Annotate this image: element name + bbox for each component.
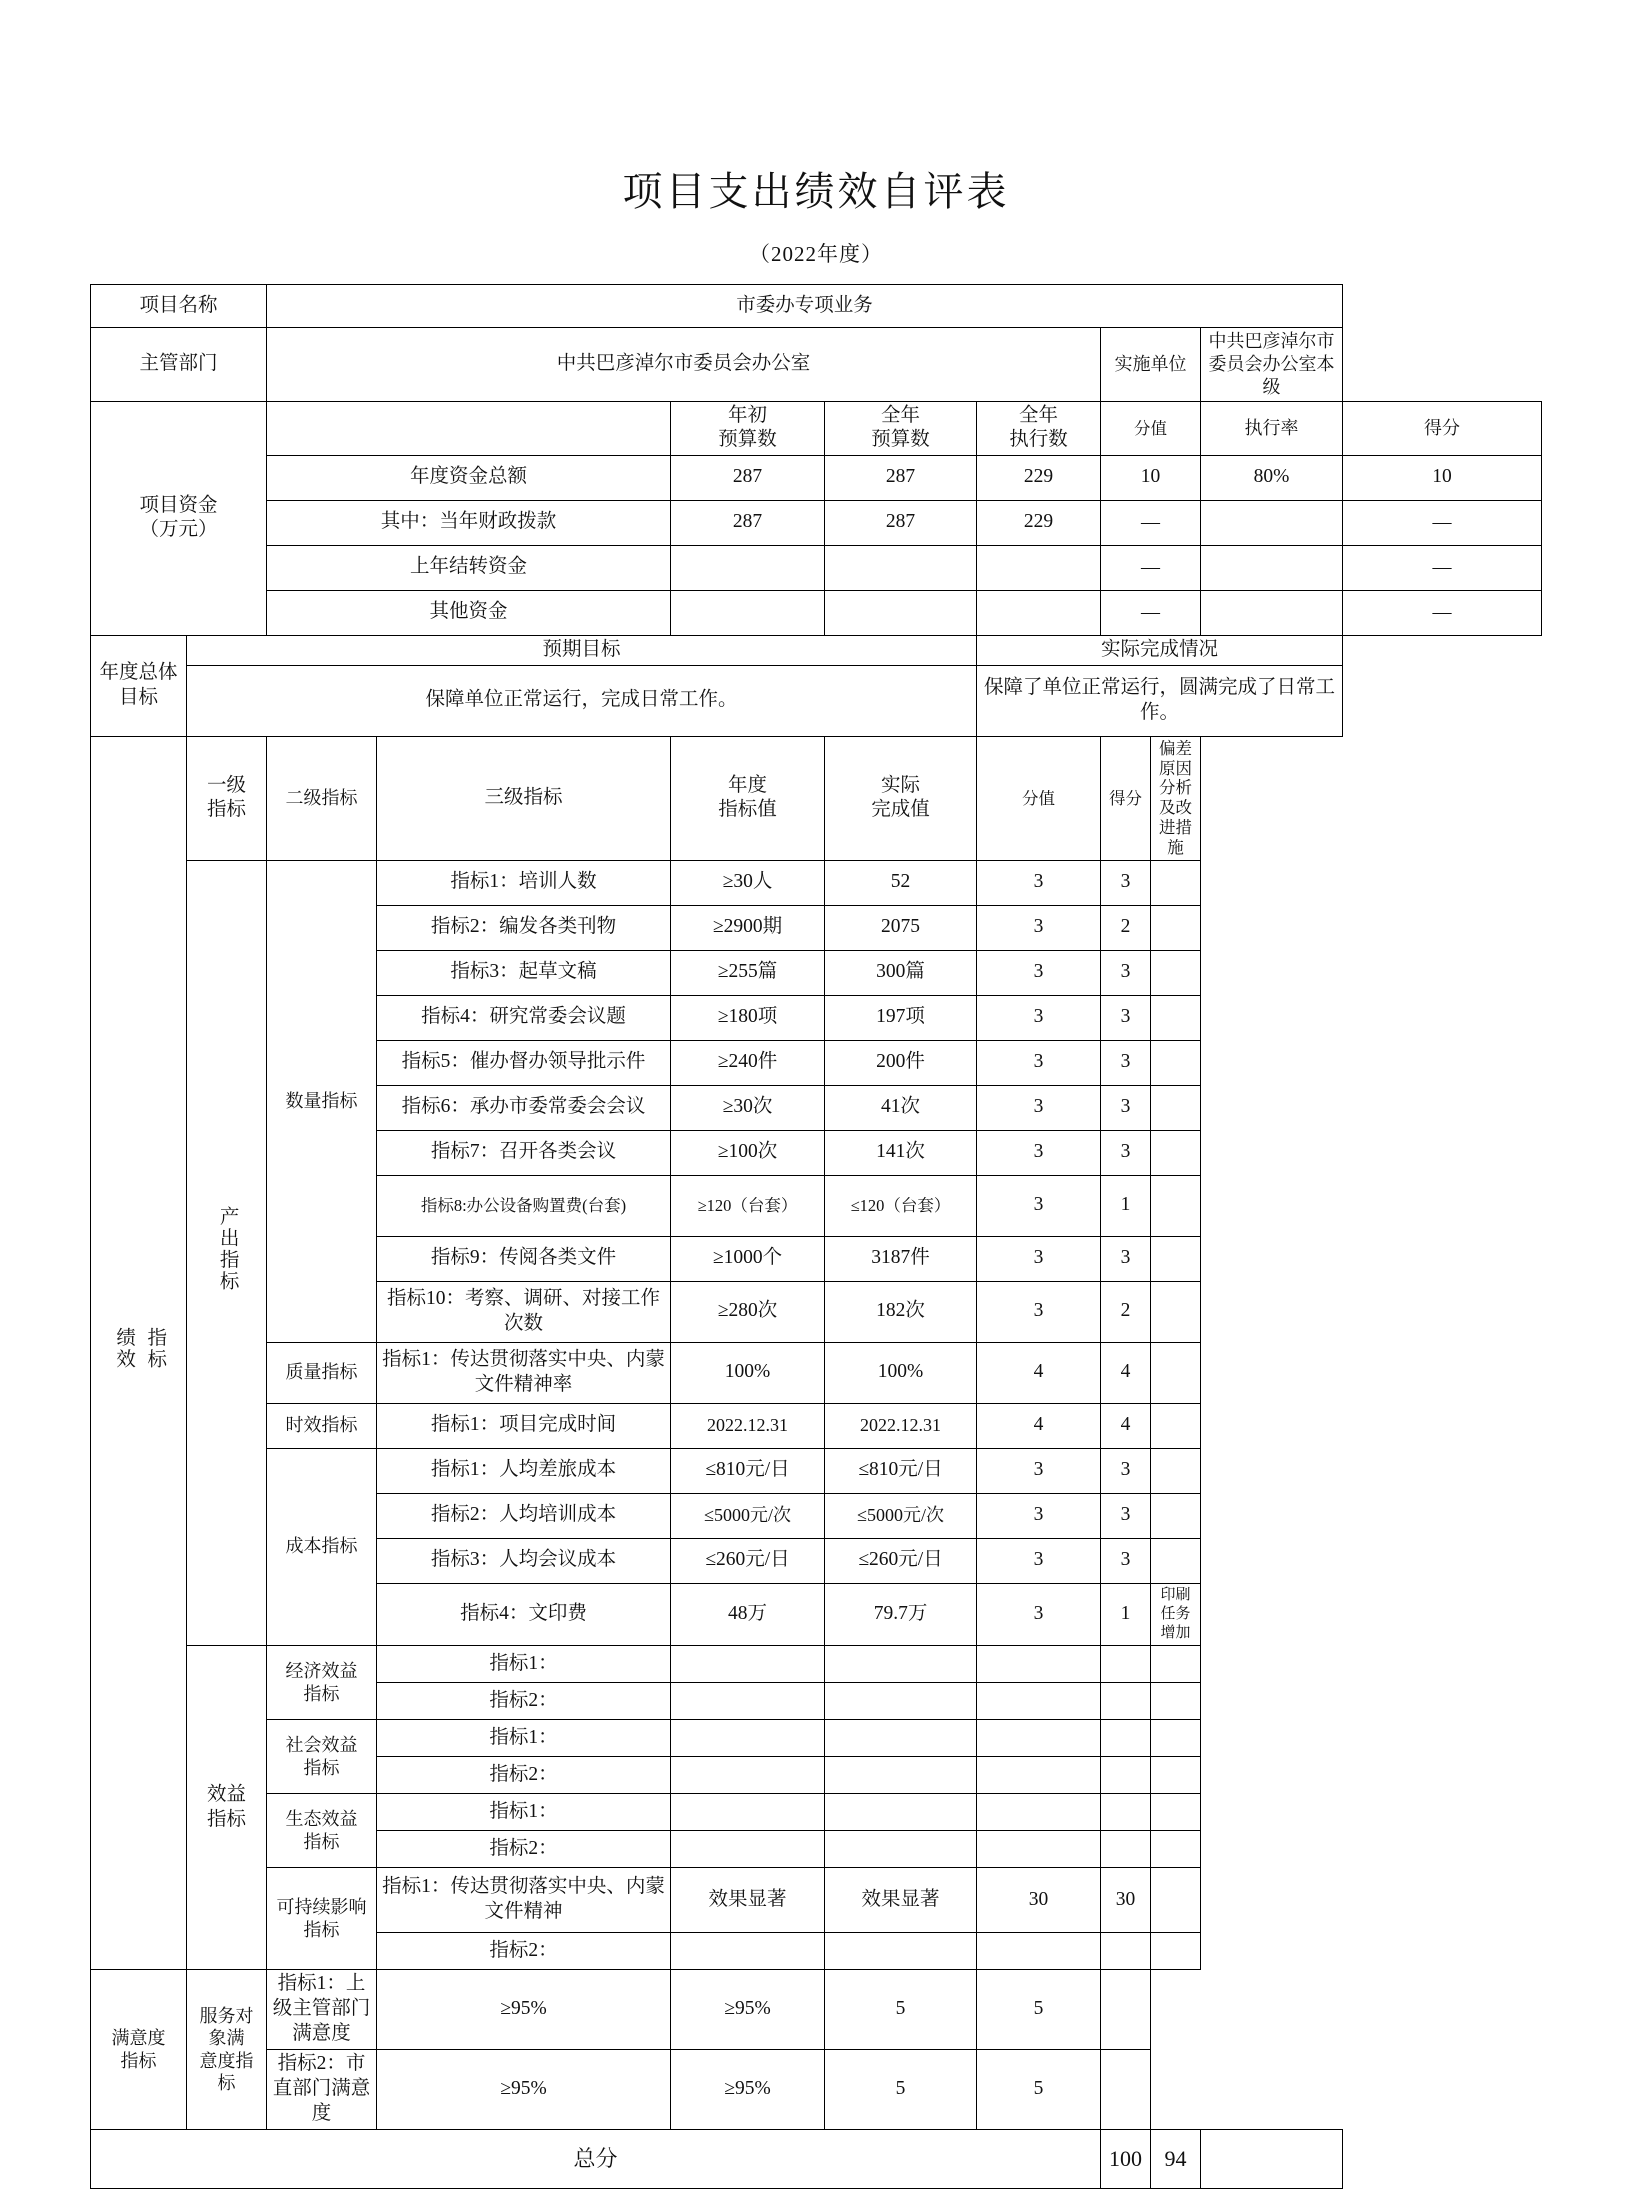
perf-deviation	[1151, 1933, 1201, 1970]
funds-begin-budget: 287	[671, 455, 825, 500]
perf-score-value: 3	[977, 1538, 1101, 1583]
perf-indicator-name: 指标2：人均培训成本	[377, 1493, 671, 1538]
funds-year-budget	[825, 590, 977, 635]
funds-score: —	[1343, 500, 1542, 545]
perf-target: ≤810元/日	[671, 1448, 825, 1493]
funds-row	[91, 500, 1542, 545]
perf-score: 1	[1101, 1583, 1151, 1646]
perf-sub-cost: 成本指标	[267, 1448, 377, 1646]
funds-col-score-value: 分值	[1101, 402, 1201, 456]
row-overall-goal-content	[91, 665, 1542, 736]
perf-indicator-name: 指标1：	[377, 1720, 671, 1757]
perf-score-value	[977, 1831, 1101, 1868]
perf-indicator-name: 指标1：传达贯彻落实中央、内蒙文件精神	[377, 1868, 671, 1933]
perf-deviation	[1151, 950, 1201, 995]
perf-target: ≥100次	[671, 1130, 825, 1175]
perf-target: ≥30人	[671, 860, 825, 905]
funds-year-budget: 287	[825, 455, 977, 500]
funds-exec-rate: 80%	[1201, 455, 1343, 500]
funds-year-budget: 287	[825, 500, 977, 545]
perf-deviation	[1151, 1130, 1201, 1175]
funds-score-value: —	[1101, 590, 1201, 635]
perf-actual: ≤5000元/次	[825, 1493, 977, 1538]
funds-label: 项目资金 （万元）	[91, 402, 267, 636]
perf-target: ≥1000个	[671, 1236, 825, 1281]
perf-target: ≤5000元/次	[671, 1493, 825, 1538]
perf-score-value: 3	[977, 1493, 1101, 1538]
perf-actual: 41次	[825, 1085, 977, 1130]
total-score: 94	[1151, 2129, 1201, 2188]
perf-indicator-name: 指标1：人均差旅成本	[377, 1448, 671, 1493]
perf-score: 3	[1101, 860, 1151, 905]
perf-score-value: 3	[977, 905, 1101, 950]
perf-actual: ≤810元/日	[825, 1448, 977, 1493]
perf-score-value: 3	[977, 1236, 1101, 1281]
funds-begin-budget	[671, 545, 825, 590]
perf-col-score: 得分	[1101, 736, 1151, 860]
perf-actual: 3187件	[825, 1236, 977, 1281]
perf-indicator-name: 指标3：人均会议成本	[377, 1538, 671, 1583]
perf-deviation	[1151, 1683, 1201, 1720]
perf-score	[1101, 1646, 1151, 1683]
perf-score-value	[977, 1794, 1101, 1831]
perf-deviation	[1151, 1236, 1201, 1281]
unit-value: 中共巴彦淖尔市委员会办公室本级	[1201, 328, 1343, 402]
perf-target	[671, 1933, 825, 1970]
perf-col-level2: 二级指标	[267, 736, 377, 860]
perf-indicator-name: 指标2：	[377, 1831, 671, 1868]
perf-score: 4	[1101, 1342, 1151, 1403]
perf-deviation	[1151, 1868, 1201, 1933]
perf-col-target: 年度 指标值	[671, 736, 825, 860]
perf-deviation	[1151, 1538, 1201, 1583]
perf-score: 4	[1101, 1403, 1151, 1448]
perf-col-deviation: 偏差原因分析及改进措施	[1151, 736, 1201, 860]
perf-deviation	[1151, 905, 1201, 950]
perf-score	[1101, 1683, 1151, 1720]
actual-result-text: 保障了单位正常运行，圆满完成了日常工作。	[977, 665, 1343, 736]
perf-col-score-value: 分值	[977, 736, 1101, 860]
perf-group-output: 产出指标	[187, 860, 267, 1646]
perf-actual	[825, 1646, 977, 1683]
perf-deviation	[1151, 1175, 1201, 1236]
perf-target: 效果显著	[671, 1868, 825, 1933]
perf-indicator-name: 指标6：承办市委常委会会议	[377, 1085, 671, 1130]
funds-exec-rate	[1201, 590, 1343, 635]
perf-actual	[825, 1933, 977, 1970]
funds-score-value: —	[1101, 500, 1201, 545]
funds-row	[91, 455, 1542, 500]
perf-actual: 182次	[825, 1281, 977, 1342]
perf-actual: 141次	[825, 1130, 977, 1175]
perf-sub-economic: 经济效益 指标	[267, 1646, 377, 1720]
funds-col-year-exec: 全年 执行数	[977, 402, 1101, 456]
perf-indicator-name: 指标2：	[377, 1683, 671, 1720]
perf-score-value: 4	[977, 1403, 1101, 1448]
perf-actual: 79.7万	[825, 1583, 977, 1646]
perf-indicator-name: 指标2：市直部门满意度	[267, 2050, 377, 2130]
perf-indicator-name: 指标4：研究常委会议题	[377, 995, 671, 1040]
perf-row	[91, 1970, 1542, 2050]
perf-deviation	[1151, 1403, 1201, 1448]
perf-score: 3	[1101, 1085, 1151, 1130]
performance-self-assessment-table	[90, 284, 1542, 2189]
perf-score	[1101, 1720, 1151, 1757]
perf-target: ≥95%	[377, 2050, 671, 2130]
perf-target: ≥240件	[671, 1040, 825, 1085]
perf-target: ≥280次	[671, 1281, 825, 1342]
perf-score-value: 3	[977, 1583, 1101, 1646]
perf-deviation	[1151, 1720, 1201, 1757]
perf-score: 5	[977, 2050, 1101, 2130]
perf-target	[671, 1720, 825, 1757]
perf-score-value: 4	[977, 1342, 1101, 1403]
perf-score: 1	[1101, 1175, 1151, 1236]
perf-deviation	[1151, 1085, 1201, 1130]
perf-score: 3	[1101, 995, 1151, 1040]
perf-deviation	[1151, 1757, 1201, 1794]
perf-deviation	[1151, 1040, 1201, 1085]
funds-row-name: 其他资金	[267, 590, 671, 635]
perf-deviation	[1101, 2050, 1151, 2130]
row-overall-goal-header	[91, 635, 1542, 665]
perf-score: 2	[1101, 905, 1151, 950]
perf-indicator-name: 指标1：	[377, 1794, 671, 1831]
actual-result-header: 实际完成情况	[977, 635, 1343, 665]
funds-year-exec	[977, 545, 1101, 590]
page-title: 项目支出绩效自评表	[622, 169, 1010, 214]
perf-row	[91, 1403, 1542, 1448]
project-name-value: 市委办专项业务	[267, 285, 1343, 328]
perf-target: ≥95%	[377, 1970, 671, 2050]
perf-indicator-name: 指标2：编发各类刊物	[377, 905, 671, 950]
perf-indicator-name: 指标8:办公设备购置费(台套)	[377, 1175, 671, 1236]
total-label: 总分	[91, 2129, 1101, 2188]
row-total	[91, 2129, 1542, 2188]
perf-score	[1101, 1933, 1151, 1970]
perf-target: 2022.12.31	[671, 1403, 825, 1448]
perf-indicator-name: 指标2：	[377, 1933, 671, 1970]
perf-sub-ecological: 生态效益 指标	[267, 1794, 377, 1868]
perf-row	[91, 1342, 1542, 1403]
perf-target: ≥180项	[671, 995, 825, 1040]
perf-score-value: 5	[825, 2050, 977, 2130]
perf-score: 3	[1101, 950, 1151, 995]
perf-actual: 200件	[825, 1040, 977, 1085]
funds-year-exec	[977, 590, 1101, 635]
perf-target: ≤260元/日	[671, 1538, 825, 1583]
row-department	[91, 328, 1542, 402]
perf-deviation	[1151, 995, 1201, 1040]
perf-score-value: 3	[977, 1085, 1101, 1130]
perf-score-value: 3	[977, 860, 1101, 905]
perf-score: 3	[1101, 1130, 1151, 1175]
perf-col-level3: 三级指标	[377, 736, 671, 860]
funds-year-exec: 229	[977, 455, 1101, 500]
perf-actual	[825, 1831, 977, 1868]
perf-score: 30	[1101, 1868, 1151, 1933]
department-value: 中共巴彦淖尔市委员会办公室	[267, 328, 1101, 402]
perf-indicator-name: 指标1：	[377, 1646, 671, 1683]
perf-sub-quality: 质量指标	[267, 1342, 377, 1403]
perf-row	[91, 1448, 1542, 1493]
funds-score: —	[1343, 590, 1542, 635]
perf-score-value	[977, 1720, 1101, 1757]
perf-deviation	[1151, 1646, 1201, 1683]
funds-year-budget	[825, 545, 977, 590]
perf-score-value: 3	[977, 1448, 1101, 1493]
funds-year-exec: 229	[977, 500, 1101, 545]
perf-row	[91, 1646, 1542, 1683]
perf-score-value: 3	[977, 995, 1101, 1040]
perf-actual	[825, 1720, 977, 1757]
perf-row	[91, 1868, 1542, 1933]
perf-deviation	[1151, 860, 1201, 905]
perf-indicator-name: 指标2：	[377, 1757, 671, 1794]
expected-goal-header: 预期目标	[187, 635, 977, 665]
perf-actual: ≥95%	[671, 1970, 825, 2050]
perf-deviation	[1151, 1794, 1201, 1831]
perf-score: 3	[1101, 1040, 1151, 1085]
perf-actual: ≤260元/日	[825, 1538, 977, 1583]
perf-indicator-name: 指标5：催办督办领导批示件	[377, 1040, 671, 1085]
perf-deviation	[1151, 1448, 1201, 1493]
perf-indicator-name: 指标4：文印费	[377, 1583, 671, 1646]
funds-score-value: 10	[1101, 455, 1201, 500]
row-project-name	[91, 285, 1542, 328]
perf-target	[671, 1683, 825, 1720]
perf-target: 100%	[671, 1342, 825, 1403]
funds-exec-rate	[1201, 545, 1343, 590]
perf-actual	[825, 1794, 977, 1831]
funds-score: —	[1343, 545, 1542, 590]
row-perf-header	[91, 736, 1542, 860]
perf-indicator-name: 指标1：传达贯彻落实中央、内蒙文件精神率	[377, 1342, 671, 1403]
total-score-value: 100	[1101, 2129, 1151, 2188]
perf-target	[671, 1757, 825, 1794]
perf-score: 3	[1101, 1493, 1151, 1538]
perf-deviation	[1151, 1342, 1201, 1403]
perf-col-level1: 一级 指标	[187, 736, 267, 860]
perf-deviation	[1151, 1493, 1201, 1538]
perf-score: 3	[1101, 1448, 1151, 1493]
total-deviation	[1201, 2129, 1343, 2188]
row-funds-header	[91, 402, 1542, 456]
perf-score-value	[977, 1683, 1101, 1720]
perf-actual: 100%	[825, 1342, 977, 1403]
perf-target: ≥255篇	[671, 950, 825, 995]
perf-score: 3	[1101, 1236, 1151, 1281]
perf-deviation	[1151, 1831, 1201, 1868]
perf-side-label: 绩效 指标	[91, 736, 187, 1969]
perf-target	[671, 1831, 825, 1868]
perf-score: 3	[1101, 1538, 1151, 1583]
funds-col-year-budget: 全年 预算数	[825, 402, 977, 456]
funds-begin-budget: 287	[671, 500, 825, 545]
perf-sub-sustainable: 可持续影响 指标	[267, 1868, 377, 1970]
perf-score-value	[977, 1757, 1101, 1794]
overall-goal-label: 年度总体 目标	[91, 635, 187, 736]
department-label: 主管部门	[91, 328, 267, 402]
funds-exec-rate	[1201, 500, 1343, 545]
perf-target: ≥120（台套）	[671, 1175, 825, 1236]
perf-score	[1101, 1831, 1151, 1868]
perf-score-value: 30	[977, 1868, 1101, 1933]
perf-deviation: 印刷任务增加	[1151, 1583, 1201, 1646]
perf-actual: 2022.12.31	[825, 1403, 977, 1448]
funds-col-score: 得分	[1343, 402, 1542, 456]
funds-score: 10	[1343, 455, 1542, 500]
perf-indicator-name: 指标7：召开各类会议	[377, 1130, 671, 1175]
funds-row-name: 上年结转资金	[267, 545, 671, 590]
funds-col-exec-rate: 执行率	[1201, 402, 1343, 456]
perf-score: 2	[1101, 1281, 1151, 1342]
perf-score-value: 3	[977, 1040, 1101, 1085]
perf-row	[91, 1794, 1542, 1831]
perf-score: 5	[977, 1970, 1101, 2050]
perf-target: ≥2900期	[671, 905, 825, 950]
perf-actual: 300篇	[825, 950, 977, 995]
perf-actual	[825, 1683, 977, 1720]
funds-row	[91, 545, 1542, 590]
funds-begin-budget	[671, 590, 825, 635]
perf-target	[671, 1794, 825, 1831]
perf-actual: 效果显著	[825, 1868, 977, 1933]
perf-actual: ≤120（台套）	[825, 1175, 977, 1236]
perf-row	[91, 2050, 1542, 2130]
perf-score-value	[977, 1646, 1101, 1683]
perf-actual: 52	[825, 860, 977, 905]
perf-sub-social: 社会效益 指标	[267, 1720, 377, 1794]
perf-indicator-name: 指标1：项目完成时间	[377, 1403, 671, 1448]
perf-row	[91, 1720, 1542, 1757]
perf-score-value: 3	[977, 1130, 1101, 1175]
project-name-label: 项目名称	[91, 285, 267, 328]
perf-score	[1101, 1794, 1151, 1831]
perf-actual: 197项	[825, 995, 977, 1040]
perf-indicator-name: 指标9：传阅各类文件	[377, 1236, 671, 1281]
perf-actual	[825, 1757, 977, 1794]
perf-score-value: 3	[977, 1175, 1101, 1236]
perf-deviation	[1101, 1970, 1151, 2050]
perf-sub-timeliness: 时效指标	[267, 1403, 377, 1448]
perf-sub-quantity: 数量指标	[267, 860, 377, 1342]
expected-goal-text: 保障单位正常运行，完成日常工作。	[187, 665, 977, 736]
perf-score-value: 3	[977, 1281, 1101, 1342]
perf-score-value	[977, 1933, 1101, 1970]
perf-indicator-name: 指标1：培训人数	[377, 860, 671, 905]
perf-indicator-name: 指标3：起草文稿	[377, 950, 671, 995]
funds-row-name: 其中：当年财政拨款	[267, 500, 671, 545]
perf-actual: ≥95%	[671, 2050, 825, 2130]
perf-target: 48万	[671, 1583, 825, 1646]
perf-row	[91, 860, 1542, 905]
funds-row	[91, 590, 1542, 635]
perf-indicator-name: 指标1：上级主管部门满意度	[267, 1970, 377, 2050]
perf-group-benefit: 效益 指标	[187, 1646, 267, 1970]
perf-indicator-name: 指标10：考察、调研、对接工作次数	[377, 1281, 671, 1342]
perf-score-value: 5	[825, 1970, 977, 2050]
perf-actual: 2075	[825, 905, 977, 950]
perf-score	[1101, 1757, 1151, 1794]
unit-label: 实施单位	[1101, 328, 1201, 402]
perf-sub-service: 服务对象满 意度指标	[187, 1970, 267, 2130]
funds-row-name: 年度资金总额	[267, 455, 671, 500]
perf-group-satisfaction: 满意度 指标	[91, 1970, 187, 2130]
funds-score-value: —	[1101, 545, 1201, 590]
funds-col-begin-budget: 年初 预算数	[671, 402, 825, 456]
perf-target: ≥30次	[671, 1085, 825, 1130]
perf-score-value: 3	[977, 950, 1101, 995]
page-subtitle: （2022年度）	[749, 242, 883, 266]
funds-header-blank	[267, 402, 671, 456]
perf-target	[671, 1646, 825, 1683]
perf-deviation	[1151, 1281, 1201, 1342]
perf-col-actual: 实际 完成值	[825, 736, 977, 860]
